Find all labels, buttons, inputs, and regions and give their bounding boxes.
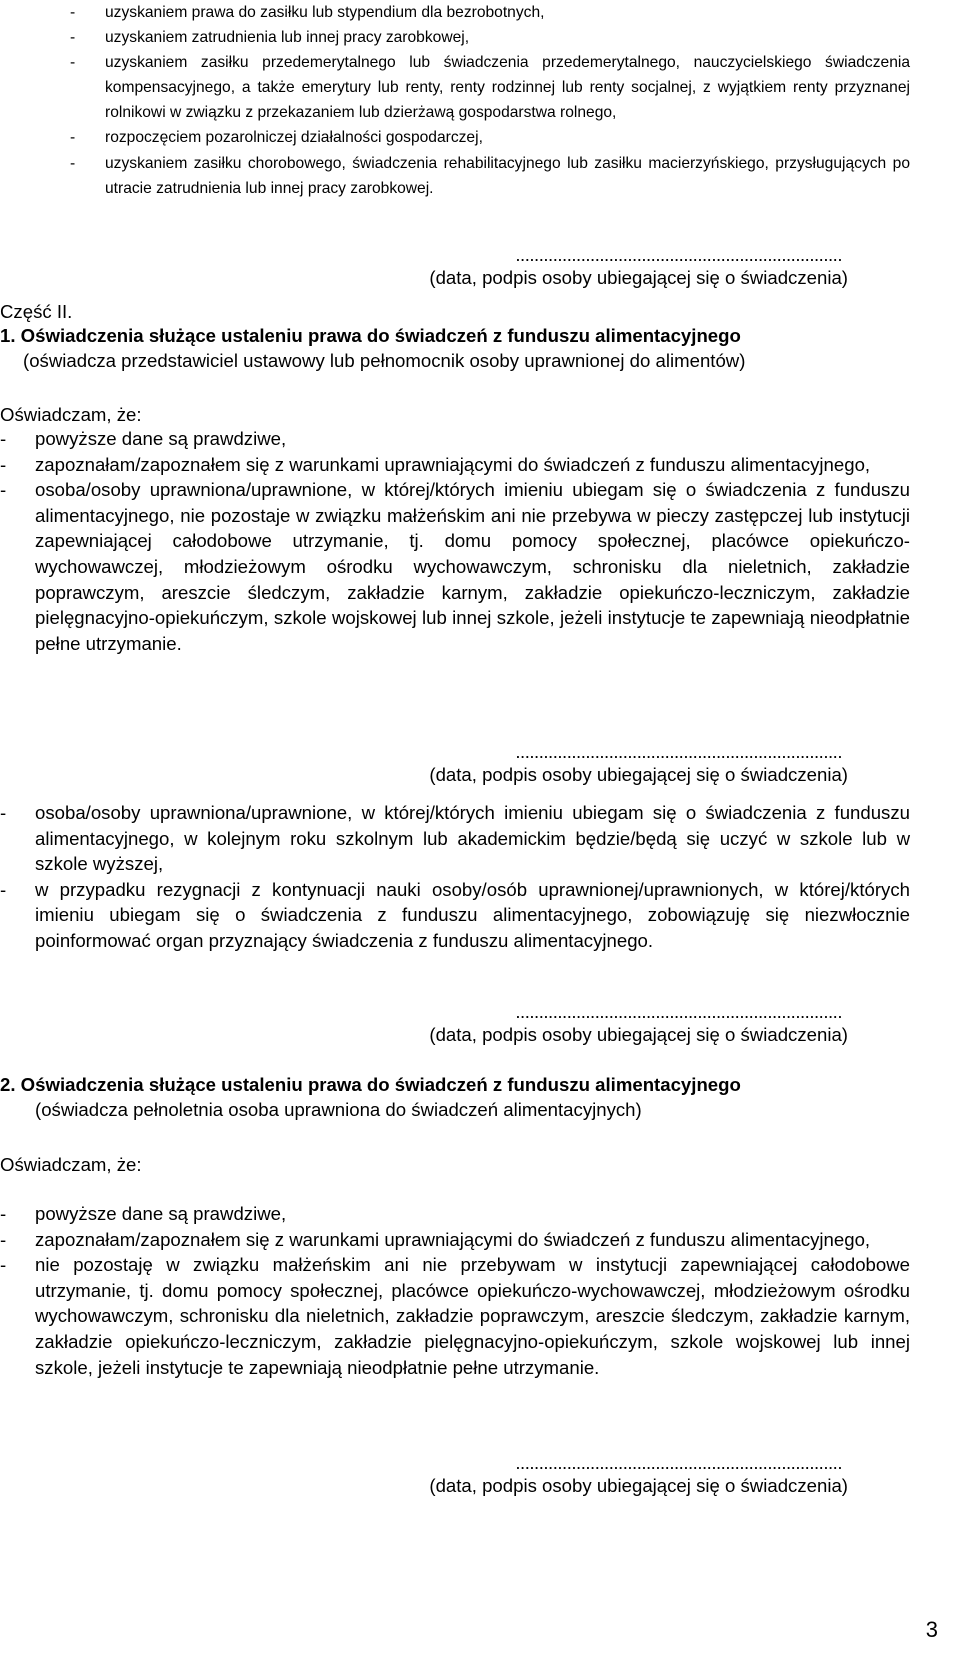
bullet-dash: - xyxy=(70,154,76,172)
list-item-text: zapoznałam/zapoznałem się z warunkami uprawniającymi do świadczeń z funduszu alimentacyjnego, xyxy=(35,1228,871,1250)
list-item-text: osoba/osoby uprawniona/uprawnione, w której/których imieniu ubiegam się o świadczenia z funduszu alimentacyjnego, w kolejnym roku szkolnym lub akademickim będzie/będą się uczyć w szkole lub w szkole wyższej, xyxy=(35,802,910,875)
bullet-dash: - xyxy=(0,1254,7,1276)
list-item-text: zapoznałam/zapoznałem się z warunkami uprawniającymi do świadczeń z funduszu alimentacyjnego, xyxy=(35,453,871,475)
list-item xyxy=(70,25,910,50)
bullet-dash: - xyxy=(0,878,7,900)
list-item xyxy=(0,877,910,954)
list-item-text: uzyskaniem prawa do zasiłku lub stypendium dla bezrobotnych, xyxy=(105,4,545,21)
signature-line: ...................................................................... xyxy=(515,1452,842,1473)
list-item xyxy=(70,50,910,125)
signature-line: ...................................................................... xyxy=(515,244,842,265)
bullet-dash: - xyxy=(0,1203,7,1224)
page-number: 3 xyxy=(925,1617,938,1642)
bullet-dash: - xyxy=(0,802,7,823)
list-item-text: nie pozostaję w związku małżeńskim ani nie przebywam w instytucji zapewniającej całodobowe utrzymanie, tj. domu pomocy społecznej, placówce opiekuńczo-wychowawczej, młodzieżowym ośrodku wychowawczym, schronisku dla nieletnich, zakładzie poprawczym, areszcie śledczym, zakładzie karnym, zakładzie opiekuńczo-leczniczym, zakładzie pielęgnacyjno-opiekuńczym, szkole wojskowej lub innej szkole, jeżeli instytucje te zapewniają nieodpłatnie pełne utrzymanie. xyxy=(35,1254,910,1378)
list-item xyxy=(0,1201,910,1227)
bullet-dash: - xyxy=(0,453,7,475)
signature-caption: (data, podpis osoby ubiegającej się o świadczenia) xyxy=(429,764,848,785)
part-label: Część II. xyxy=(0,301,73,322)
bullet-dash: - xyxy=(70,29,76,47)
list-item-text: powyższe dane są prawdziwe, xyxy=(35,1203,287,1224)
section1-heading: 1. Oświadczenia służące ustaleniu prawa do świadczeń z funduszu alimentacyjnego xyxy=(0,325,741,346)
section1-declare: Oświadczam, że: xyxy=(0,404,142,425)
list-item-text: uzyskaniem zasiłku przedemerytalnego lub świadczenia przedemerytalnego, nauczycielskiego świadczenia kompensacyjnego, a także emerytury lub renty, renty rodzinnej lub renty socjalnej, z wyjątkiem renty przyznanej rolnikowi w związku z przekazaniem lub dzierżawą gospodarstwa rolnego, xyxy=(105,54,910,122)
section1-subheading: (oświadcza przedstawiciel ustawowy lub pełnomocnik osoby uprawnionej do alimentów) xyxy=(23,350,746,371)
bullet-dash: - xyxy=(70,4,76,21)
list-item xyxy=(0,477,910,656)
bullet-dash: - xyxy=(70,54,76,72)
signature-block xyxy=(368,1451,848,1497)
section1-list-b xyxy=(0,800,910,954)
list-item-text: uzyskaniem zasiłku chorobowego, świadczenia rehabilitacyjnego lub zasiłku macierzyńskiego, przysługujących po utracie zatrudnienia lub innej pracy zarobkowej. xyxy=(105,154,910,197)
signature-block xyxy=(368,1000,848,1046)
bullet-dash: - xyxy=(0,1228,7,1250)
signature-line: ...................................................................... xyxy=(515,1001,842,1022)
list-item xyxy=(70,125,910,150)
signature-line: ...................................................................... xyxy=(515,741,842,762)
section2-declare: Oświadczam, że: xyxy=(0,1154,142,1175)
section2-subheading: (oświadcza pełnoletnia osoba uprawniona do świadczeń alimentacyjnych) xyxy=(35,1099,642,1120)
section2-list xyxy=(0,1201,910,1380)
signature-caption: (data, podpis osoby ubiegającej się o świadczenia) xyxy=(429,267,848,288)
bullet-dash: - xyxy=(0,479,7,501)
list-item xyxy=(0,452,910,478)
signature-block xyxy=(368,243,848,289)
signature-caption: (data, podpis osoby ubiegającej się o świadczenia) xyxy=(429,1475,848,1496)
list-item xyxy=(0,426,910,452)
section1-list-a xyxy=(0,426,910,656)
top-bullet-list xyxy=(70,0,910,201)
signature-caption: (data, podpis osoby ubiegającej się o świadczenia) xyxy=(429,1024,848,1045)
list-item xyxy=(0,1252,910,1380)
bullet-dash: - xyxy=(0,428,7,449)
list-item-text: uzyskaniem zatrudnienia lub innej pracy zarobkowej, xyxy=(105,29,470,47)
signature-block xyxy=(368,740,848,786)
list-item xyxy=(70,151,910,201)
list-item xyxy=(0,1227,910,1253)
list-item xyxy=(70,0,910,25)
list-item-text: rozpoczęciem pozarolniczej działalności gospodarczej, xyxy=(105,129,483,147)
list-item-text: osoba/osoby uprawniona/uprawnione, w której/których imieniu ubiegam się o świadczenia z funduszu alimentacyjnego, nie pozostaje w związku małżeńskim ani nie przebywa w pieczy zastępczej lub instytucji zapewniającej całodobowe utrzymanie, tj. domu pomocy społecznej, placówce opiekuńczo-wychowawczej, młodzieżowym ośrodku wychowawczym, schronisku dla nieletnich, zakładzie poprawczym, areszcie śledczym, zakładzie karnym, zakładzie opiekuńczo-leczniczym, zakładzie pielęgnacyjno-opiekuńczym, szkole wojskowej lub innej szkole, jeżeli instytucje te zapewniają nieodpłatnie pełne utrzymanie. xyxy=(35,479,910,654)
list-item-text: powyższe dane są prawdziwe, xyxy=(35,428,287,449)
section2-heading: 2. Oświadczenia służące ustaleniu prawa do świadczeń z funduszu alimentacyjnego xyxy=(0,1074,741,1095)
list-item xyxy=(0,800,910,877)
list-item-text: w przypadku rezygnacji z kontynuacji nauki osoby/osób uprawnionej/uprawnionych, w której/których imieniu ubiegam się o świadczenia z funduszu alimentacyjnego, zobowiązuję się niezwłocznie poinformować organ przyznający świadczenia z funduszu alimentacyjnego. xyxy=(35,878,910,951)
bullet-dash: - xyxy=(70,129,76,147)
